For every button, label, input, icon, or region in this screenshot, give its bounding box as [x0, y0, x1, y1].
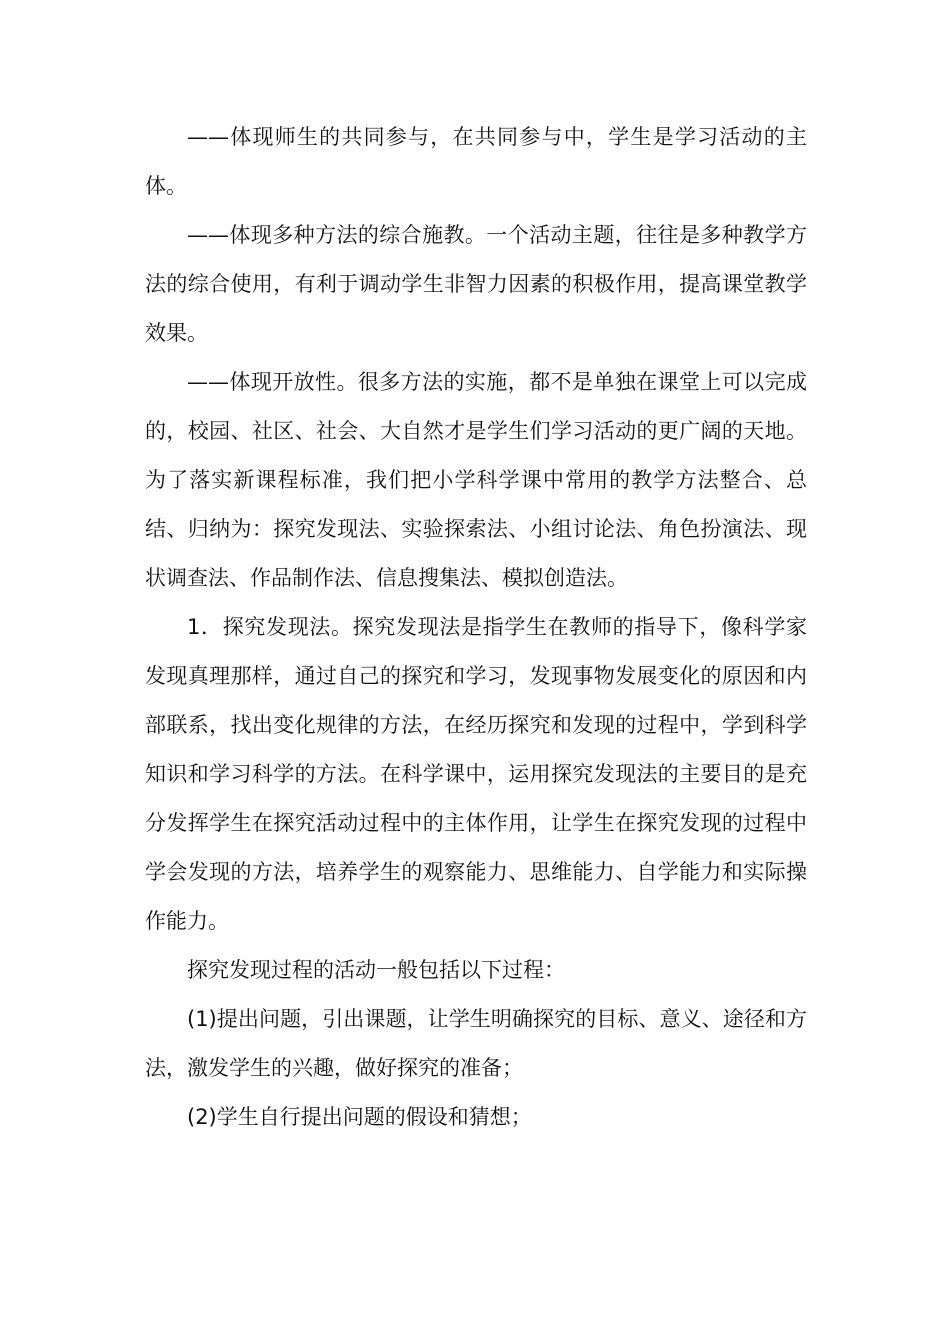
paragraph-step-1: (1)提出问题，引出课题，让学生明确探究的目标、意义、途径和方法，激发学生的兴趣，做好探究的准备；	[145, 1007, 807, 1080]
paragraph-inquiry-method: 1．探究发现法。探究发现法是指学生在教师的指导下，像科学家发现真理那样，通过自己的探究和学习，发现事物发展变化的原因和内部联系，找出变化规律的方法，在经历探究和发现的过程中，学到科学知识和学习科学的方法。在科学课中，运用探究发现法的主要目的是充分发挥学生在探究活动过程中的主体作用，让学生在探究发现的过程中学会发现的方法，培养学生的观察能力、思维能力、自学能力和实际操作能力。	[145, 615, 807, 933]
paragraph-openness: ——体现开放性。很多方法的实施，都不是单独在课堂上可以完成的，校园、社区、社会、大自然才是学生们学习活动的更广阔的天地。为了落实新课程标准，我们把小学科学课中常用的教学方法整合、总结、归纳为：探究发现法、实验探索法、小组讨论法、角色扮演法、现状调查法、作品制作法、信息搜集法、模拟创造法。	[145, 370, 807, 590]
paragraph-step-2: (2)学生自行提出问题的假设和猜想；	[187, 1105, 532, 1129]
document-body	[145, 113, 807, 1142]
paragraph-process-intro: 探究发现过程的活动一般包括以下过程：	[187, 958, 565, 982]
paragraph-participation: ——体现师生的共同参与，在共同参与中，学生是学习活动的主体。	[145, 125, 807, 198]
paragraph-methods: ——体现多种方法的综合施教。一个活动主题，往往是多种教学方法的综合使用，有利于调动学生非智力因素的积极作用，提高课堂教学效果。	[145, 223, 807, 345]
